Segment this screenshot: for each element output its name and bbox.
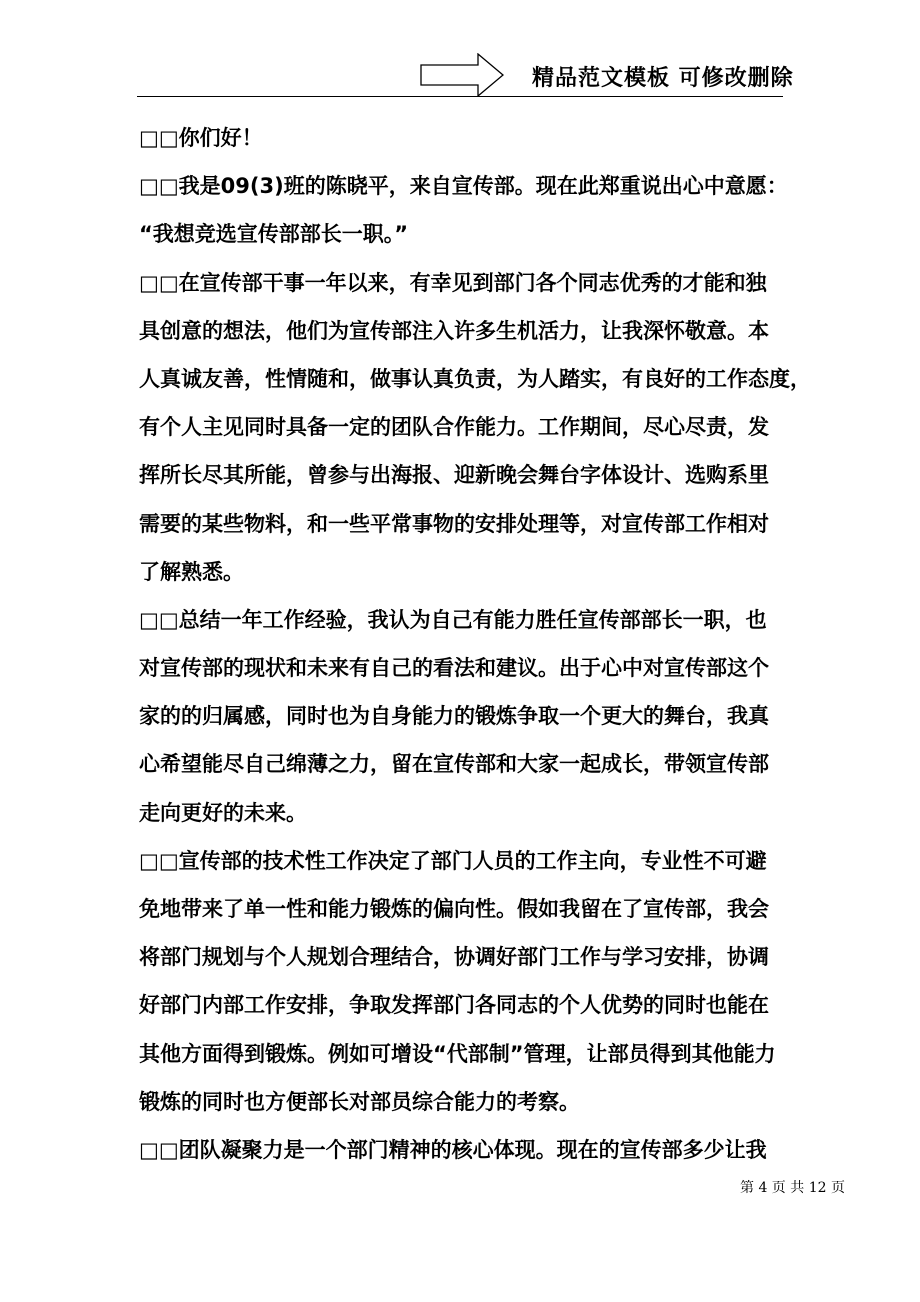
text-line: □□我是09(3)班的陈晓平，来自宣传部。现在此郑重说出心中意愿： [139, 174, 788, 199]
text-line: 需要的某些物料，和一些平常事物的安排处理等，对宣传部工作相对 [139, 511, 769, 536]
text-line: 家的的归属感，同时也为自身能力的锻炼争取一个更大的舞台，我真 [139, 704, 769, 729]
right-arrow-icon [420, 53, 504, 97]
text-line: 好部门内部工作安排，争取发挥部门各同志的个人优势的同时也能在 [139, 993, 769, 1018]
text-line: 心希望能尽自己绵薄之力，留在宣传部和大家一起成长，带领宣传部 [139, 752, 769, 777]
document-body [139, 114, 811, 1174]
text-line: 挥所长尽其所能，曾参与出海报、迎新晚会舞台字体设计、选购系里 [139, 463, 769, 488]
text-line: □□宣传部的技术性工作决定了部门人员的工作主向，专业性不可避 [139, 848, 767, 873]
text-line: □□你们好！ [139, 126, 263, 150]
text-line: 有个人主见同时具备一定的团队合作能力。工作期间，尽心尽责，发 [139, 415, 769, 440]
header-divider [137, 96, 783, 97]
text-line: □□在宣传部干事一年以来，有幸见到部门各个同志优秀的才能和独 [139, 270, 767, 295]
text-line: 对宣传部的现状和未来有自己的看法和建议。出于心中对宣传部这个 [139, 656, 769, 681]
text-line: □□团队凝聚力是一个部门精神的核心体现。现在的宣传部多少让我 [139, 1137, 767, 1162]
text-line: “我想竞选宣传部部长一职。” [139, 222, 409, 247]
text-line: 其他方面得到锻炼。例如可增设“代部制”管理，让部员得到其他能力 [139, 1041, 776, 1066]
text-line: 了解熟悉。 [139, 559, 244, 584]
text-line: 免地带来了单一性和能力锻炼的偏向性。假如我留在了宣传部，我会 [139, 897, 769, 921]
page-number: 第 4 页 共 12 页 [740, 1180, 845, 1196]
header-title: 精品范文模板 可修改删除 [532, 66, 794, 91]
text-line: 锻炼的同时也方便部长对部员综合能力的考察。 [139, 1089, 580, 1114]
text-line: 将部门规划与个人规划合理结合，协调好部门工作与学习安排，协调 [139, 945, 769, 970]
text-line: □□总结一年工作经验，我认为自己有能力胜任宣传部部长一职，也 [139, 607, 767, 632]
text-line: 具创意的想法，他们为宣传部注入许多生机活力，让我深怀敬意。本 [139, 318, 769, 343]
text-line: 人真诚友善，性情随和，做事认真负责，为人踏实，有良好的工作态度， [139, 366, 811, 391]
text-line: 走向更好的未来。 [139, 800, 307, 825]
